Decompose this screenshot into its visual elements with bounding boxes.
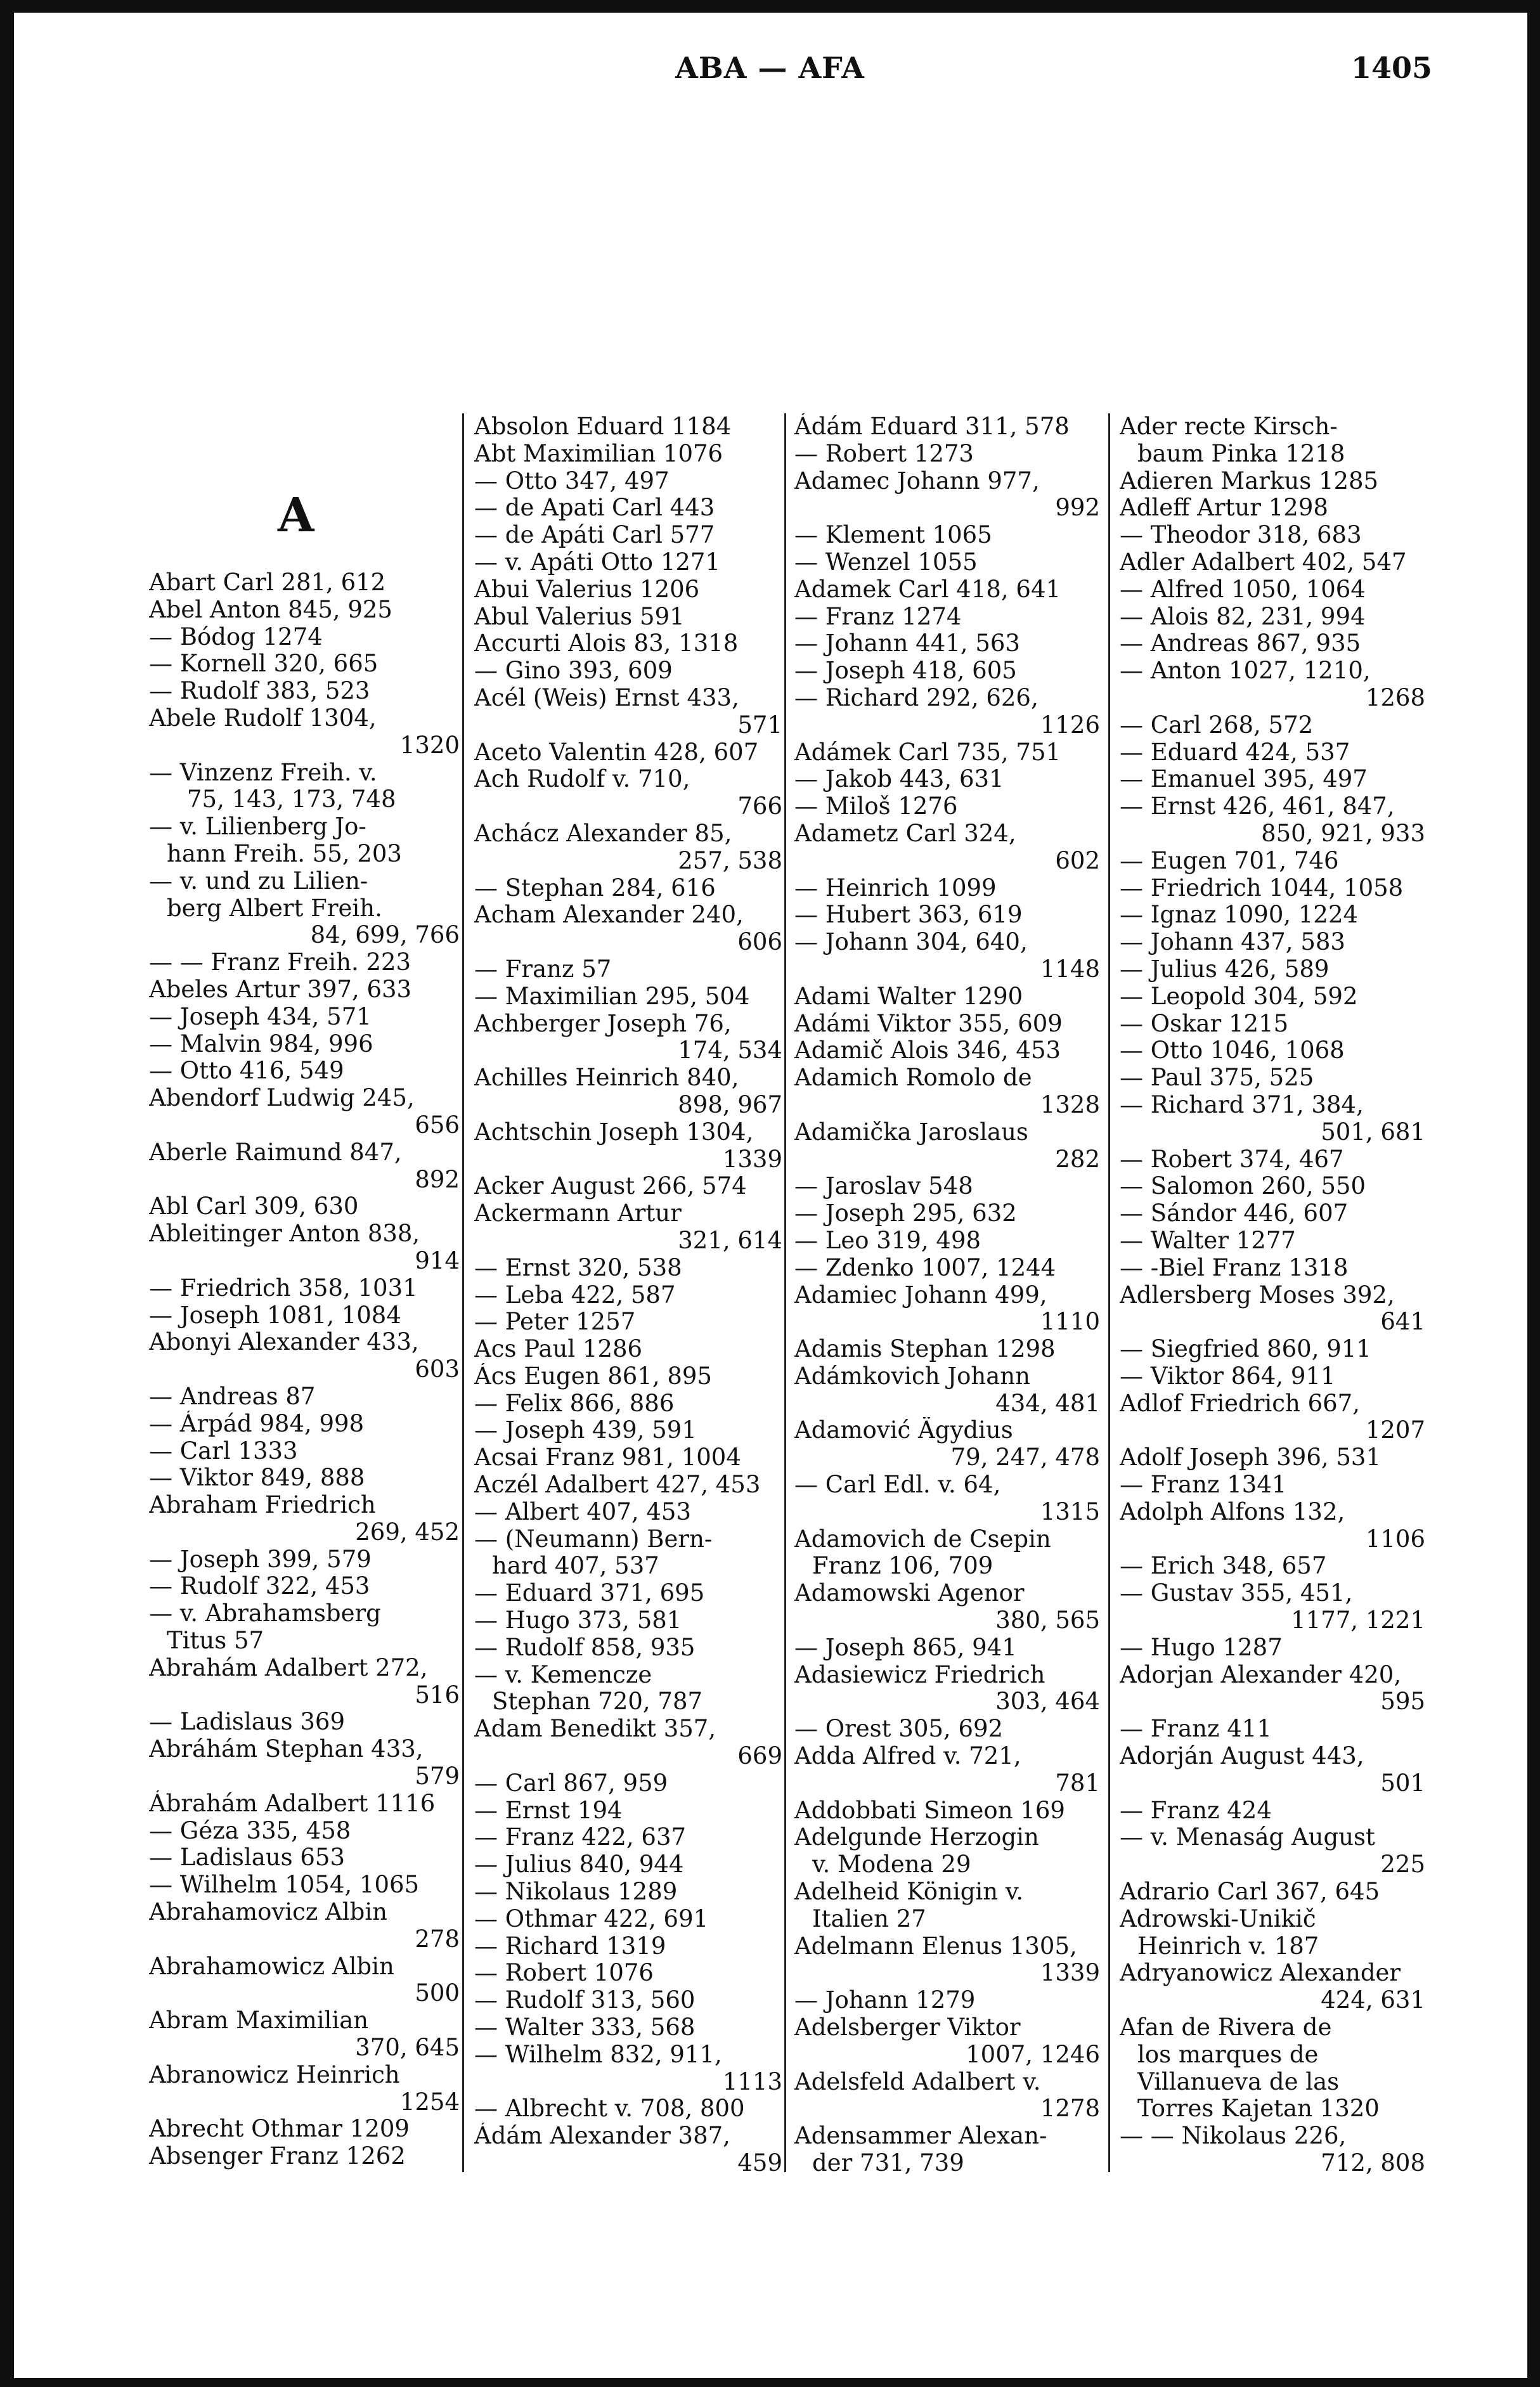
scan-edge-right [1527, 0, 1540, 2387]
index-entry-line: — Ernst 320, 538 [474, 1254, 682, 1281]
index-entry-line: — Wilhelm 1054, 1065 [149, 1872, 420, 1899]
index-entry-line: 1177, 1221 [1291, 1607, 1425, 1634]
index-entry-line: — Hugo 373, 581 [474, 1607, 682, 1634]
index-entry-line: 501 [1380, 1769, 1425, 1797]
index-entry-line: — Carl 268, 572 [1120, 711, 1314, 739]
index-entry-line: — Otto 347, 497 [474, 467, 670, 495]
index-entry-line: Aceto Valentin 428, 607 [474, 739, 759, 766]
index-entry-line: — Friedrich 1044, 1058 [1120, 874, 1404, 902]
running-header: ABA — AFA [675, 51, 865, 85]
index-entry-line: Abele Rudolf 1304, [149, 704, 377, 732]
index-entry-line: 303, 464 [995, 1688, 1100, 1716]
index-entry-line: 278 [415, 1925, 460, 1953]
index-entry-line: — Albrecht v. 708, 800 [474, 2095, 745, 2123]
index-entry-line: Franz 106, 709 [812, 1553, 993, 1580]
index-entry-line: — Erich 348, 657 [1120, 1553, 1327, 1580]
index-entry-line: — Peter 1257 [474, 1309, 636, 1336]
index-entry-line: Abart Carl 281, 612 [149, 569, 386, 596]
index-entry-line: 603 [415, 1356, 460, 1383]
column-divider [1108, 413, 1110, 2172]
index-entry-line: 606 [737, 929, 782, 956]
index-entry-line: 225 [1380, 1851, 1425, 1879]
index-entry-line: — Julius 840, 944 [474, 1851, 684, 1879]
index-entry-line: 850, 921, 933 [1261, 820, 1425, 847]
index-entry-line: Adlersberg Moses 392, [1120, 1281, 1395, 1309]
index-entry-line: Adamovich de Csepin [794, 1525, 1051, 1553]
index-entry-line: — Johann 1279 [794, 1987, 976, 2014]
index-entry-line: — Albert 407, 453 [474, 1498, 691, 1525]
index-entry-line: Adamović Ägydius [794, 1417, 1013, 1444]
index-entry-line: baum Pinka 1218 [1137, 440, 1345, 467]
index-entry-line: Abel Anton 845, 925 [149, 596, 392, 623]
index-entry-line: — Otto 416, 549 [149, 1058, 344, 1085]
index-entry-line: — Walter 1277 [1120, 1227, 1296, 1254]
index-entry-line: — Richard 1319 [474, 1932, 666, 1960]
index-entry-line: — Salomon 260, 550 [1120, 1173, 1366, 1200]
page-number: 1405 [1350, 51, 1432, 85]
index-entry-line: — Zdenko 1007, 1244 [794, 1254, 1056, 1281]
index-entry-line: — Leba 422, 587 [474, 1281, 676, 1309]
index-entry-line: Adelsberger Viktor [794, 2014, 1021, 2041]
index-entry-line: Abram Maximilian [149, 2007, 369, 2034]
index-entry-line: — v. Abrahamsberg [149, 1600, 381, 1627]
index-entry-line: — Joseph 865, 941 [794, 1634, 1017, 1661]
index-entry-line: hard 407, 537 [492, 1553, 659, 1580]
index-entry-line: Abeles Artur 397, 633 [149, 976, 412, 1003]
index-entry-line: — Leopold 304, 592 [1120, 983, 1358, 1010]
index-entry-line: 641 [1380, 1309, 1425, 1336]
index-entry-line: Titus 57 [167, 1627, 264, 1655]
index-entry-line: — Heinrich 1099 [794, 874, 997, 902]
index-entry-line: 516 [415, 1681, 460, 1709]
index-entry-line: — Joseph 439, 591 [474, 1417, 697, 1444]
index-entry-line: Adámkovich Johann [794, 1362, 1030, 1390]
index-entry-line: Adieren Markus 1285 [1120, 467, 1379, 495]
index-entry-line: Torres Kajetan 1320 [1137, 2095, 1380, 2123]
index-entry-line: — Richard 292, 626, [794, 684, 1039, 711]
index-entry-line: Addobbati Simeon 169 [794, 1797, 1065, 1824]
index-entry-line: Acker August 266, 574 [474, 1173, 747, 1200]
index-entry-line: — Sándor 446, 607 [1120, 1200, 1349, 1227]
index-column-1 [149, 569, 460, 2170]
index-entry-line: — Carl 867, 959 [474, 1769, 668, 1797]
index-entry-line: 595 [1380, 1688, 1425, 1716]
index-entry-line: Ács Eugen 861, 895 [474, 1362, 712, 1390]
index-entry-line: — Franz 422, 637 [474, 1824, 687, 1851]
index-entry-line: Adrario Carl 367, 645 [1120, 1879, 1380, 1906]
index-entry-line: Adolph Alfons 132, [1120, 1498, 1345, 1525]
index-entry-line: — Joseph 295, 632 [794, 1200, 1017, 1227]
index-entry-line: 892 [415, 1166, 460, 1193]
index-entry-line: — Johann 304, 640, [794, 929, 1028, 956]
index-column-2 [474, 413, 782, 2177]
index-entry-line: — Rudolf 322, 453 [149, 1573, 370, 1600]
index-entry-line: — Jakob 443, 631 [794, 766, 1004, 793]
index-entry-line: Abráhám Stephan 433, [149, 1736, 424, 1763]
index-entry-line: — Miloš 1276 [794, 793, 958, 820]
index-entry-line: Adamiec Johann 499, [794, 1281, 1047, 1309]
index-entry-line: — Johann 437, 583 [1120, 929, 1345, 956]
index-entry-line: — Wenzel 1055 [794, 548, 978, 576]
index-entry-line: Adleff Artur 1298 [1120, 495, 1328, 522]
index-entry-line: 898, 967 [678, 1091, 782, 1118]
index-entry-line: Adasiewicz Friedrich [794, 1661, 1045, 1688]
index-entry-line: — Malvin 984, 996 [149, 1030, 373, 1058]
index-entry-line: — Anton 1027, 1210, [1120, 657, 1371, 685]
index-entry-line: Adlof Friedrich 667, [1120, 1390, 1360, 1417]
index-entry-line: Ackermann Artur [474, 1200, 682, 1227]
index-entry-line: v. Modena 29 [812, 1851, 971, 1879]
index-entry-line: — Stephan 284, 616 [474, 874, 716, 902]
index-entry-line: Abrahám Adalbert 272, [149, 1654, 428, 1681]
index-entry-line: Abonyi Alexander 433, [149, 1329, 419, 1356]
index-entry-line: — Hubert 363, 619 [794, 902, 1023, 929]
index-entry-line: 500 [415, 1980, 460, 2007]
index-entry-line: 1148 [1040, 955, 1100, 983]
index-entry-line: Stephan 720, 787 [492, 1688, 703, 1716]
index-entry-line: Abendorf Ludwig 245, [149, 1085, 415, 1112]
index-entry-line: 1207 [1365, 1417, 1425, 1444]
index-entry-line: — Rudolf 383, 523 [149, 678, 370, 705]
index-entry-line: 1320 [399, 732, 460, 759]
scan-edge-left [0, 0, 14, 2387]
index-entry-line: Abt Maximilian 1076 [474, 440, 723, 467]
index-entry-line: — Jaroslav 548 [794, 1173, 973, 1200]
index-entry-line: — Oskar 1215 [1120, 1010, 1289, 1037]
index-entry-line: — Robert 1076 [474, 1960, 654, 1987]
index-entry-line: — Wilhelm 832, 911, [474, 2041, 722, 2068]
index-entry-line: Achtschin Joseph 1304, [474, 1118, 754, 1146]
index-entry-line: Aberle Raimund 847, [149, 1139, 402, 1166]
index-entry-line: — Gino 393, 609 [474, 657, 673, 685]
index-entry-line: — Ignaz 1090, 1224 [1120, 902, 1359, 929]
index-entry-line: Adorjan Alexander 420, [1120, 1661, 1402, 1688]
index-entry-line: — Franz 1274 [794, 603, 962, 630]
index-entry-line: — v. Menaság August [1120, 1824, 1375, 1851]
index-entry-line: Abui Valerius 1206 [474, 576, 700, 603]
index-entry-line: 602 [1055, 847, 1100, 874]
column-divider [462, 413, 464, 2172]
index-entry-line: 424, 631 [1321, 1987, 1425, 2014]
index-entry-line: — Joseph 418, 605 [794, 657, 1017, 685]
index-entry-line: 370, 645 [355, 2034, 460, 2062]
index-entry-line: der 731, 739 [812, 2150, 964, 2177]
index-entry-line: — Ladislaus 653 [149, 1844, 345, 1872]
index-entry-line: 1268 [1365, 684, 1425, 711]
index-entry-line: 269, 452 [355, 1518, 460, 1546]
index-entry-line: 1110 [1040, 1309, 1100, 1336]
index-entry-line: — Orest 305, 692 [794, 1716, 1004, 1743]
index-entry-line: Adamec Johann 977, [794, 467, 1040, 495]
index-entry-line: Adorján August 443, [1120, 1743, 1364, 1770]
index-entry-line: — de Apáti Carl 577 [474, 522, 715, 549]
index-entry-line: Achácz Alexander 85, [474, 820, 732, 847]
index-entry-line: — v. Kemencze [474, 1661, 652, 1688]
index-entry-line: 992 [1055, 495, 1100, 522]
index-entry-line: — Emanuel 395, 497 [1120, 766, 1368, 793]
index-entry-line: — v. Apáti Otto 1271 [474, 548, 720, 576]
index-entry-line: 766 [737, 793, 782, 820]
index-entry-line: Aczél Adalbert 427, 453 [474, 1472, 761, 1499]
index-entry-line: — de Apati Carl 443 [474, 495, 715, 522]
index-entry-line: hann Freih. 55, 203 [167, 840, 402, 867]
index-entry-line: Adryanowicz Alexander [1120, 1960, 1401, 1987]
index-entry-line: Ableitinger Anton 838, [149, 1220, 420, 1248]
index-entry-line: — Otto 1046, 1068 [1120, 1037, 1345, 1064]
index-entry-line: — Alfred 1050, 1064 [1120, 576, 1366, 603]
index-entry-line: Abranowicz Heinrich [149, 2061, 400, 2088]
index-entry-line: 712, 808 [1321, 2150, 1425, 2177]
index-entry-line: — Viktor 849, 888 [149, 1465, 365, 1492]
index-entry-line: Acsai Franz 981, 1004 [474, 1444, 741, 1472]
index-entry-line: — Friedrich 358, 1031 [149, 1274, 418, 1302]
index-entry-line: Adolf Joseph 396, 531 [1120, 1444, 1381, 1472]
index-entry-line: 1328 [1040, 1091, 1100, 1118]
index-entry-line: Adamich Romolo de [794, 1064, 1032, 1092]
index-entry-line: 321, 614 [678, 1227, 782, 1254]
index-entry-line: — Eduard 424, 537 [1120, 739, 1350, 766]
index-entry-line: — Johann 441, 563 [794, 630, 1020, 657]
index-entry-line: Absolon Eduard 1184 [474, 413, 732, 440]
index-entry-line: — Julius 426, 589 [1120, 955, 1330, 983]
index-entry-line: 380, 565 [995, 1607, 1100, 1634]
index-entry-line: Adam Benedikt 357, [474, 1716, 716, 1743]
index-entry-line: — Joseph 1081, 1084 [149, 1302, 401, 1329]
index-entry-line: 459 [737, 2150, 782, 2177]
index-entry-line: — Viktor 864, 911 [1120, 1362, 1336, 1390]
index-entry-line: Adelmann Elenus 1305, [794, 1932, 1077, 1960]
index-entry-line: — Nikolaus 1289 [474, 1879, 678, 1906]
index-entry-line: Heinrich v. 187 [1137, 1932, 1319, 1960]
index-entry-line: Abul Valerius 591 [474, 603, 685, 630]
index-entry-line: — Joseph 399, 579 [149, 1546, 372, 1573]
index-entry-line: Abrahamowicz Albin [149, 1953, 394, 1980]
index-entry-line: Adelsfeld Adalbert v. [794, 2068, 1041, 2095]
index-entry-line: — Theodor 318, 683 [1120, 522, 1362, 549]
index-entry-line: Ach Rudolf v. 710, [474, 766, 690, 793]
index-entry-line: Afan de Rivera de [1120, 2014, 1332, 2041]
index-entry-line: 174, 534 [678, 1037, 782, 1064]
index-entry-line: — Leo 319, 498 [794, 1227, 981, 1254]
index-entry-line: 1106 [1365, 1525, 1425, 1553]
index-entry-line: 1315 [1040, 1498, 1100, 1525]
index-entry-line: Ader recte Kirsch- [1120, 413, 1338, 440]
index-entry-line: — Eduard 371, 695 [474, 1580, 705, 1607]
index-entry-line: 656 [415, 1111, 460, 1139]
index-entry-line: — v. und zu Lilien- [149, 867, 368, 895]
index-entry-line: — Walter 333, 568 [474, 2014, 696, 2041]
index-entry-line: — Árpád 984, 998 [149, 1410, 365, 1437]
index-entry-line: — Eugen 701, 746 [1120, 847, 1339, 874]
index-entry-line: 1339 [1040, 1960, 1100, 1987]
column-divider [784, 413, 786, 2172]
index-entry-line: 1278 [1040, 2095, 1100, 2123]
index-entry-line: 571 [737, 711, 782, 739]
index-entry-line: Abl Carl 309, 630 [149, 1193, 359, 1220]
index-entry-line: — Robert 1273 [794, 440, 974, 467]
index-entry-line: Abraham Friedrich [149, 1492, 376, 1519]
index-entry-line: — (Neumann) Bern- [474, 1525, 713, 1553]
index-entry-line: Adámek Carl 735, 751 [794, 739, 1061, 766]
index-entry-line: Absenger Franz 1262 [149, 2143, 406, 2170]
index-entry-line: — -Biel Franz 1318 [1120, 1254, 1349, 1281]
index-entry-line: 79, 247, 478 [950, 1444, 1100, 1472]
index-entry-line: — Andreas 87 [149, 1383, 316, 1410]
index-entry-line: Achberger Joseph 76, [474, 1010, 732, 1037]
index-entry-line: Abrecht Othmar 1209 [149, 2116, 410, 2143]
index-entry-line: — Joseph 434, 571 [149, 1003, 372, 1030]
index-entry-line: — Andreas 867, 935 [1120, 630, 1361, 657]
index-entry-line: 669 [737, 1743, 782, 1770]
index-entry-line: Ádám Eduard 311, 578 [794, 413, 1070, 440]
index-entry-line: berg Albert Freih. [167, 895, 382, 922]
index-entry-line: Adamek Carl 418, 641 [794, 576, 1061, 603]
section-letter: A [278, 488, 314, 543]
index-entry-line: — Franz 1341 [1120, 1472, 1287, 1499]
index-entry-line: 1254 [399, 2088, 460, 2116]
index-entry-line: los marques de [1137, 2041, 1319, 2068]
index-entry-line: — Franz 411 [1120, 1716, 1272, 1743]
index-entry-line: 257, 538 [678, 847, 782, 874]
index-entry-line: — Ernst 426, 461, 847, [1120, 793, 1395, 820]
index-entry-line: 914 [415, 1247, 460, 1274]
index-entry-line: 1126 [1040, 711, 1100, 739]
index-entry-line: — Gustav 355, 451, [1120, 1580, 1353, 1607]
index-entry-line: — — Franz Freih. 223 [149, 949, 411, 976]
index-entry-line: — Carl 1333 [149, 1437, 298, 1465]
index-entry-line: Adelheid Königin v. [794, 1879, 1024, 1906]
index-entry-line: — Paul 375, 525 [1120, 1064, 1314, 1092]
index-entry-line: — Rudolf 313, 560 [474, 1987, 696, 2014]
index-entry-line: 1007, 1246 [966, 2041, 1100, 2068]
index-entry-line: Italien 27 [812, 1905, 926, 1932]
index-entry-line: — Ernst 194 [474, 1797, 623, 1824]
index-entry-line: Acs Paul 1286 [474, 1336, 643, 1363]
index-entry-line: Adametz Carl 324, [794, 820, 1016, 847]
index-entry-line: — Maximilian 295, 504 [474, 983, 750, 1010]
index-entry-line: — Carl Edl. v. 64, [794, 1472, 1001, 1499]
index-entry-line: Achilles Heinrich 840, [474, 1064, 739, 1092]
index-entry-line: Abrahamovicz Albin [149, 1899, 388, 1926]
index-entry-line: Acél (Weis) Ernst 433, [474, 684, 739, 711]
index-entry-line: Villanueva de las [1137, 2068, 1340, 2095]
index-entry-line: 1113 [722, 2068, 782, 2095]
index-entry-line: Adda Alfred v. 721, [794, 1743, 1021, 1770]
index-entry-line: 1339 [722, 1146, 782, 1173]
index-entry-line: — — Nikolaus 226, [1120, 2123, 1347, 2150]
index-entry-line: Adami Walter 1290 [794, 983, 1023, 1010]
index-entry-line: Adamis Stephan 1298 [794, 1336, 1056, 1363]
index-entry-line: 434, 481 [995, 1390, 1100, 1417]
index-entry-line: — Rudolf 858, 935 [474, 1634, 696, 1661]
index-entry-line: — Klement 1065 [794, 522, 992, 549]
index-entry-line: — v. Lilienberg Jo- [149, 813, 366, 841]
index-entry-line: 781 [1055, 1769, 1100, 1797]
index-entry-line: Adamowski Agenor [794, 1580, 1025, 1607]
index-entry-line: Accurti Alois 83, 1318 [474, 630, 739, 657]
index-entry-line: — Vinzenz Freih. v. [149, 759, 377, 786]
scan-edge-top [0, 0, 1540, 13]
index-entry-line: 282 [1055, 1146, 1100, 1173]
index-entry-line: — Hugo 1287 [1120, 1634, 1283, 1661]
index-entry-line: Adamička Jaroslaus [794, 1118, 1028, 1146]
index-entry-line: — Robert 374, 467 [1120, 1146, 1344, 1173]
index-entry-line: Adensammer Alexan- [794, 2123, 1047, 2150]
index-entry-line: Adelgunde Herzogin [794, 1824, 1039, 1851]
index-column-4 [1120, 413, 1425, 2177]
index-entry-line: 501, 681 [1321, 1118, 1425, 1146]
index-entry-line: Ábrahám Adalbert 1116 [149, 1790, 436, 1817]
index-entry-line: 579 [415, 1763, 460, 1790]
index-entry-line: — Kornell 320, 665 [149, 650, 379, 678]
index-entry-line: — Ladislaus 369 [149, 1709, 345, 1736]
scan-edge-bottom [0, 2378, 1540, 2387]
index-entry-line: Adler Adalbert 402, 547 [1120, 548, 1407, 576]
index-entry-line: — Richard 371, 384, [1120, 1091, 1364, 1118]
index-entry-line: — Franz 57 [474, 955, 612, 983]
index-entry-line: Ádám Alexander 387, [474, 2123, 730, 2150]
index-column-3 [794, 413, 1100, 2177]
index-entry-line: — Bódog 1274 [149, 623, 323, 650]
index-entry-line: 84, 699, 766 [310, 922, 460, 949]
index-entry-line: — Alois 82, 231, 994 [1120, 603, 1366, 630]
index-entry-line: — Géza 335, 458 [149, 1817, 351, 1844]
index-entry-line: Adámi Viktor 355, 609 [794, 1010, 1063, 1037]
index-entry-line: Acham Alexander 240, [474, 902, 744, 929]
index-entry-line: — Franz 424 [1120, 1797, 1272, 1824]
index-entry-line: Adamič Alois 346, 453 [794, 1037, 1061, 1064]
index-entry-line: 75, 143, 173, 748 [187, 786, 396, 813]
index-entry-line: — Othmar 422, 691 [474, 1905, 709, 1932]
index-entry-line: — Siegfried 860, 911 [1120, 1336, 1371, 1363]
index-entry-line: Adrowski-Unikič [1120, 1905, 1316, 1932]
index-entry-line: — Felix 866, 886 [474, 1390, 675, 1417]
